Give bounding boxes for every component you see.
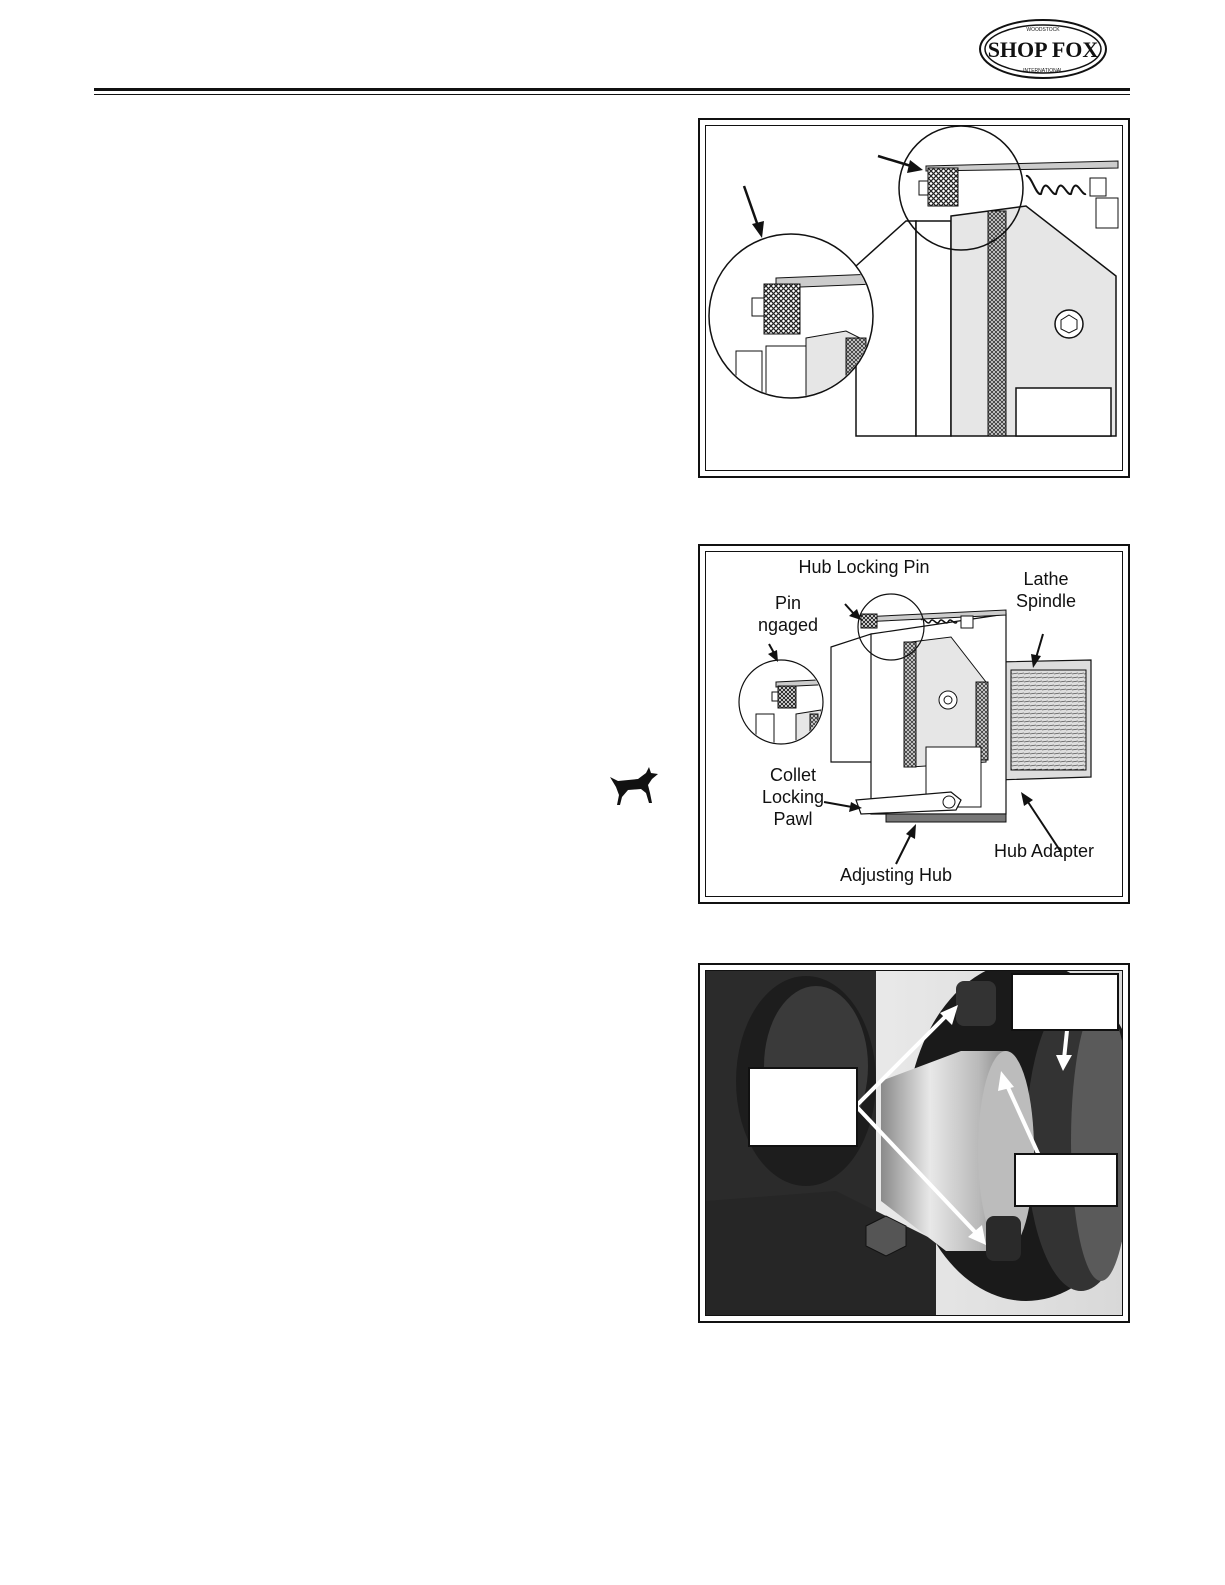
label-lathe-spindle: Lathe Spindle xyxy=(1015,569,1077,611)
header-rule xyxy=(94,88,1130,91)
figure-collet-photo xyxy=(698,963,1130,1323)
label-pin-engaged: Pin ngaged xyxy=(757,593,819,635)
label-hub-locking-pin: Hub Locking Pin xyxy=(798,557,930,577)
label-hub-adapter: Hub Adapter xyxy=(993,841,1095,861)
svg-text:INTERNATIONAL: INTERNATIONAL xyxy=(1023,68,1063,74)
photo-callout-top-right xyxy=(1011,973,1119,1031)
figure-pin-detail xyxy=(698,118,1130,478)
pin-detail-diagram xyxy=(706,126,1123,471)
label-adjusting-hub: Adjusting Hub xyxy=(839,865,953,885)
logo-text: SHOP FOX xyxy=(987,37,1099,62)
label-collet-locking-pawl: Collet Locking Pawl xyxy=(761,765,825,829)
photo-callout-bottom-right xyxy=(1014,1153,1118,1207)
photo-callout-left xyxy=(748,1067,858,1147)
fox-dog-icon xyxy=(608,763,660,807)
shop-fox-logo xyxy=(978,18,1108,80)
header-rule-thin xyxy=(94,94,1130,95)
figure-hub-assembly xyxy=(698,544,1130,904)
svg-text:WOODSTOCK: WOODSTOCK xyxy=(1026,27,1060,33)
